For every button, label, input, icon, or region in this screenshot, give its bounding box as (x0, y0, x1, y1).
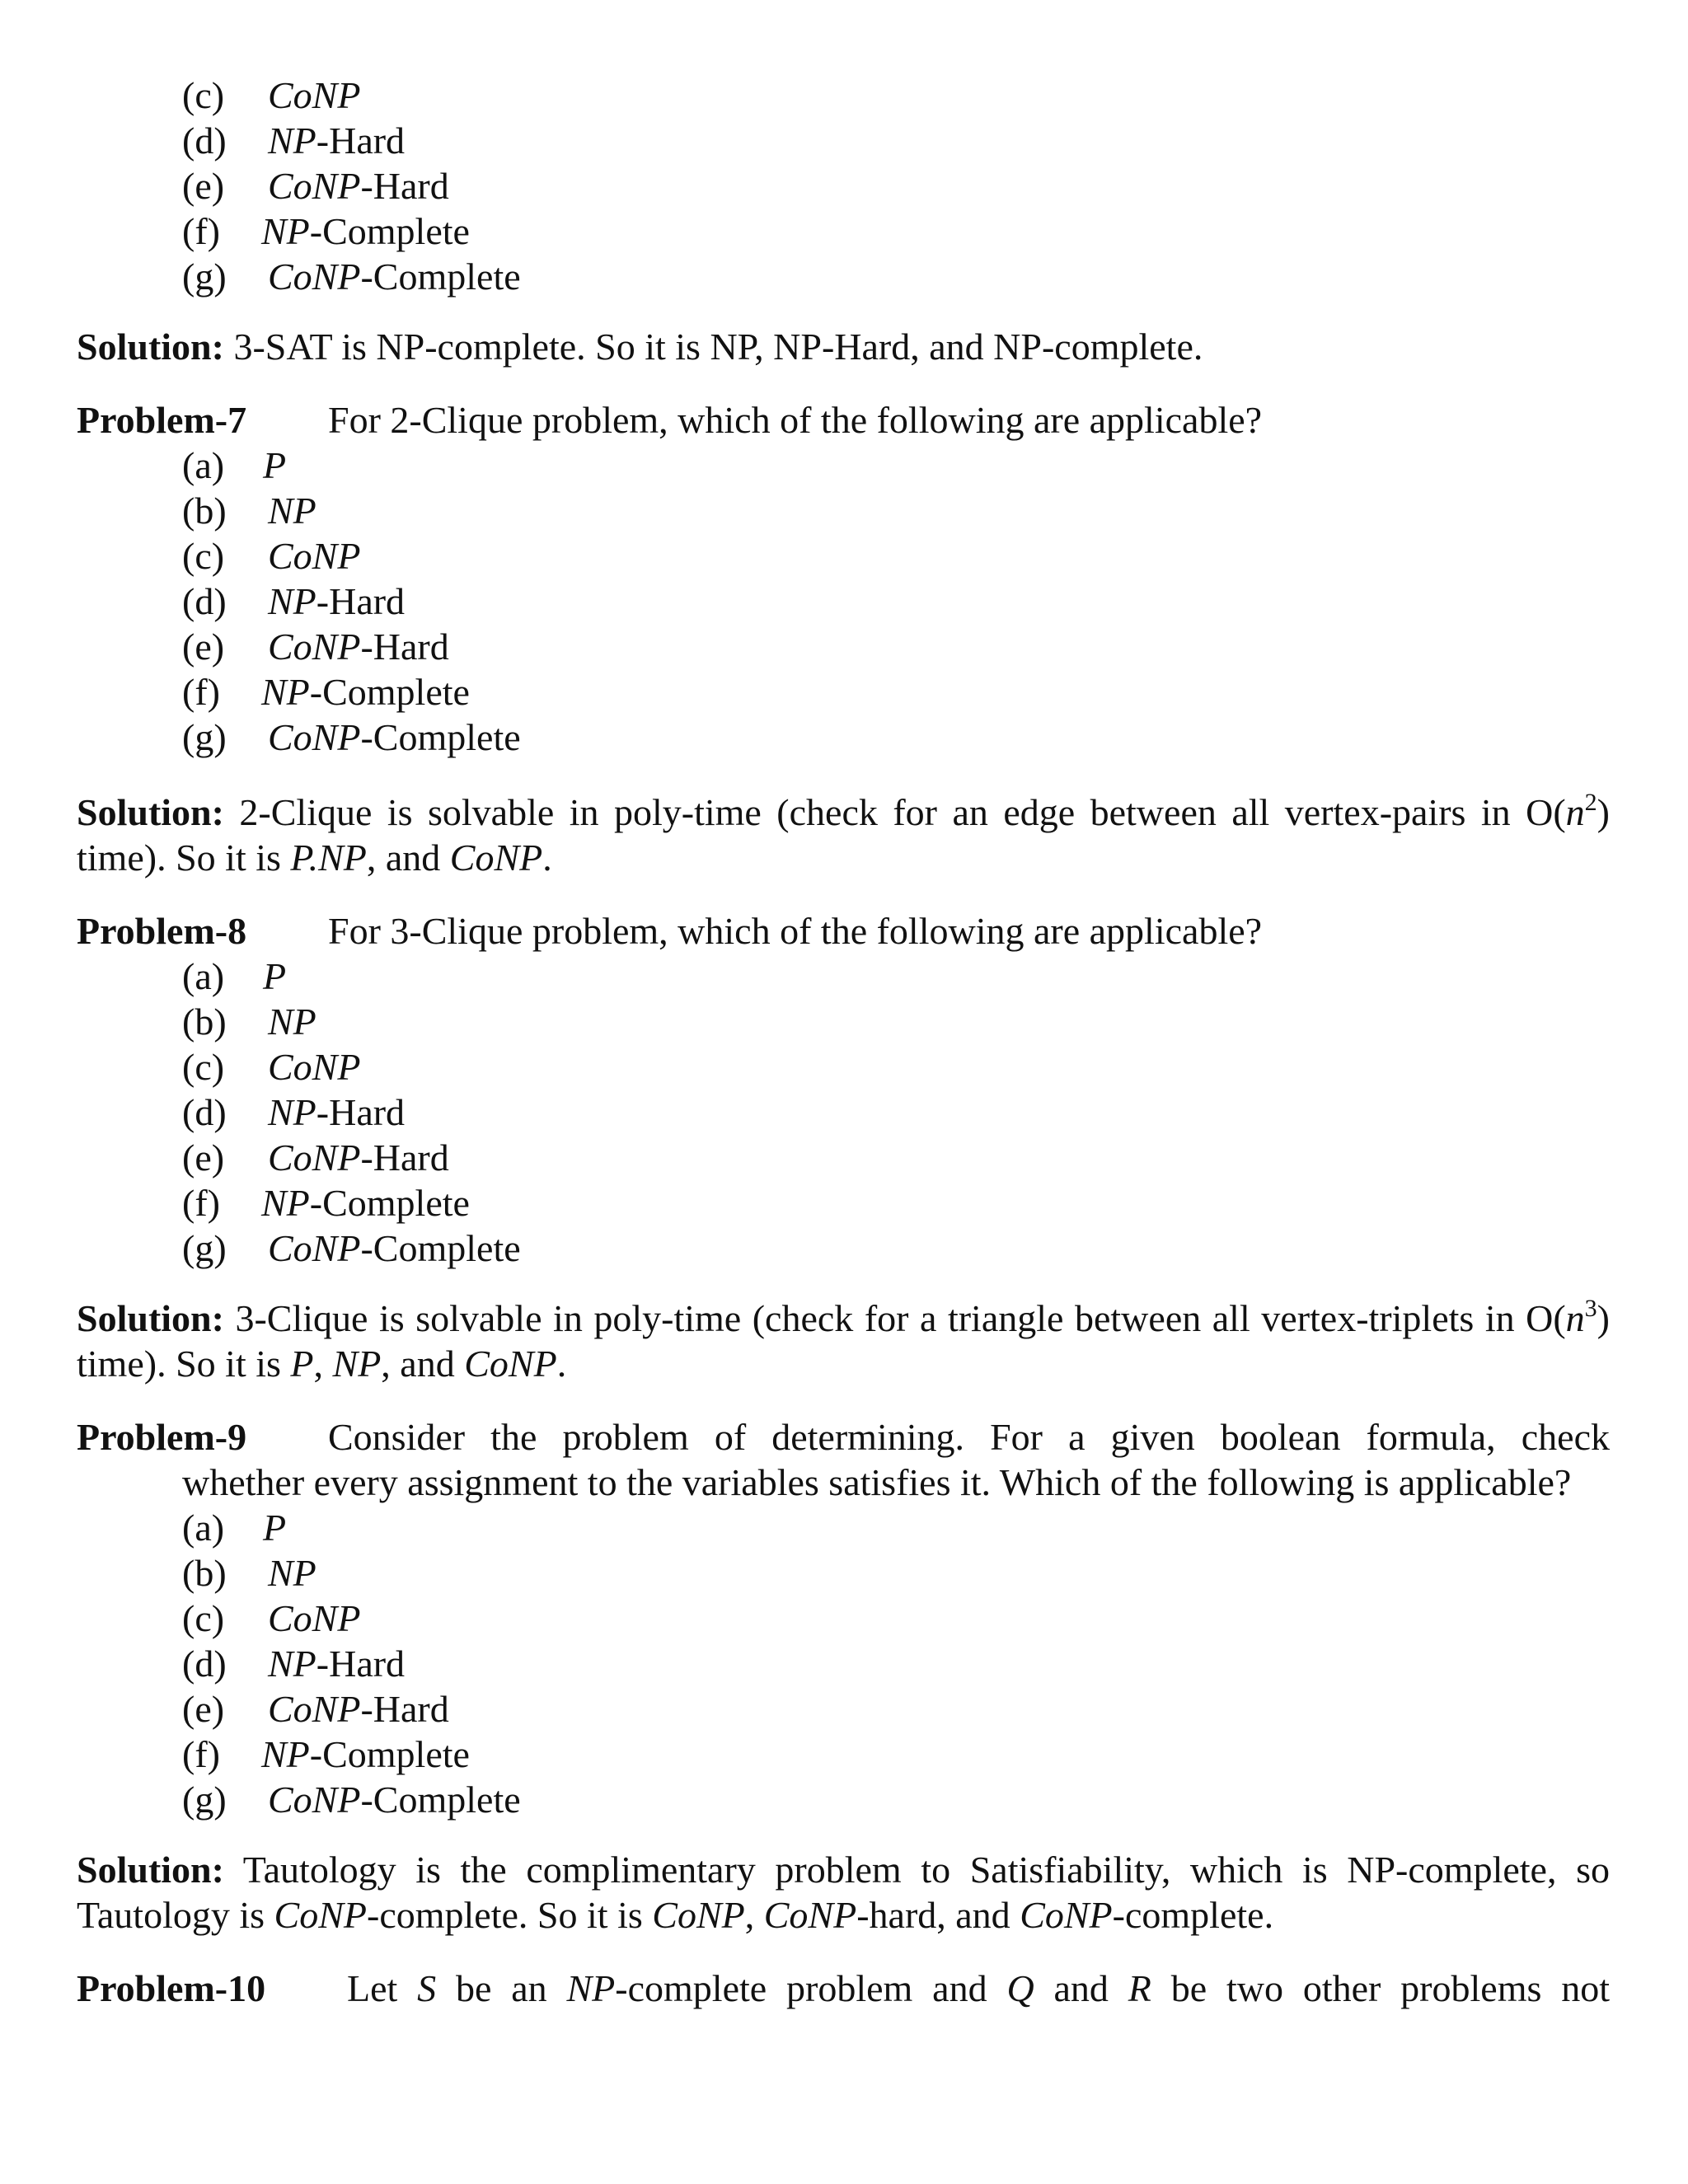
option-suffix: -Hard (360, 1137, 449, 1179)
option-class: NP (261, 1182, 310, 1224)
option-item (182, 209, 1610, 254)
option-item (182, 1641, 1610, 1686)
option-suffix: -Hard (360, 1688, 449, 1730)
option-label: (c) (182, 74, 225, 116)
problem-question: For 2-Clique problem, which of the following are applicable? (328, 399, 1263, 441)
problem-label: Problem-10 (77, 1967, 266, 2009)
option-class: NP (268, 490, 316, 532)
problem-heading (77, 1414, 1610, 1460)
option-suffix: -Complete (360, 1227, 521, 1269)
problem-question-continued: whether every assignment to the variables satisfies it. Which of the following is applicable? (182, 1461, 1572, 1503)
option-label: (d) (182, 580, 227, 622)
option-label: (f) (182, 210, 220, 252)
option-list-problem-7 (182, 443, 1610, 760)
option-class: CoNP (268, 1227, 361, 1269)
option-item (182, 488, 1610, 533)
option-class: CoNP (268, 1597, 361, 1639)
solution-label: Solution: (77, 326, 224, 368)
option-item (182, 1596, 1610, 1641)
option-class: NP (261, 1733, 310, 1775)
option-label: (b) (182, 1001, 227, 1043)
option-class: NP (268, 1552, 316, 1594)
option-label: (a) (182, 955, 225, 997)
option-class: NP (268, 120, 316, 162)
option-list-problem-8 (182, 954, 1610, 1271)
option-class: P (263, 955, 287, 997)
solution-problem-7: Solution: 2-Clique is solvable in poly-time (check for an edge between all vertex-pairs in $O(n^2)$ time). So it is P.NP, and CoNP. (77, 789, 1610, 879)
option-label: (f) (182, 671, 220, 713)
option-class: CoNP (268, 1046, 361, 1088)
solution-text: 3-SAT is NP-complete. So it is NP, NP-Hard, and NP-complete. (223, 326, 1203, 368)
option-label: (g) (182, 1779, 227, 1821)
option-class: CoNP (268, 716, 361, 758)
option-item (182, 254, 1610, 299)
option-item (182, 163, 1610, 209)
option-item (182, 1550, 1610, 1596)
option-label: (b) (182, 1552, 227, 1594)
problem-question: Consider the problem of determining. For a given boolean formula, check (328, 1416, 1610, 1458)
option-class: NP (261, 671, 310, 713)
option-item (182, 1180, 1610, 1226)
problem-label: Problem-9 (77, 1416, 247, 1458)
option-class: NP (261, 210, 310, 252)
exponent: 2 (1584, 789, 1597, 816)
problem-label: Problem-8 (77, 910, 247, 952)
option-label: (g) (182, 1227, 227, 1269)
option-label: (d) (182, 120, 227, 162)
solution-problem-6 (77, 324, 1610, 369)
option-class: CoNP (268, 74, 361, 116)
option-suffix: -Hard (316, 1643, 406, 1685)
option-label: (e) (182, 1137, 225, 1179)
option-label: (c) (182, 1597, 225, 1639)
problem-7 (77, 397, 1610, 760)
option-list-problem-9 (182, 1505, 1610, 1822)
problem-heading: Problem-10 Let S be an NP-complete problem and Q and R be two other problems not (77, 1967, 1611, 2009)
option-label: (e) (182, 626, 225, 668)
option-class: P (263, 444, 287, 486)
option-item (182, 624, 1610, 669)
document-page (77, 73, 1610, 2011)
option-item (182, 1777, 1610, 1822)
option-label: (c) (182, 1046, 225, 1088)
option-class: P (263, 1507, 287, 1549)
option-item (182, 443, 1610, 488)
option-item (182, 1686, 1610, 1732)
option-item (182, 1226, 1610, 1271)
problem-label: Problem-7 (77, 399, 247, 441)
option-class: NP (268, 1643, 316, 1685)
option-item (182, 954, 1610, 999)
option-item (182, 118, 1610, 163)
option-label: (d) (182, 1643, 227, 1685)
option-class: CoNP (268, 1688, 361, 1730)
option-class: CoNP (268, 255, 361, 298)
problem-heading (77, 908, 1610, 954)
option-label: (b) (182, 490, 227, 532)
option-item (182, 715, 1610, 760)
option-suffix: -Hard (316, 1091, 406, 1133)
option-suffix: -Complete (309, 210, 470, 252)
option-list-problem-6 (182, 73, 1610, 299)
option-item (182, 1090, 1610, 1135)
option-label: (g) (182, 255, 227, 298)
option-class: NP (268, 1001, 316, 1043)
solution-label: Solution: (77, 791, 224, 833)
option-suffix: -Complete (360, 716, 521, 758)
option-suffix: -Complete (309, 671, 470, 713)
option-item (182, 579, 1610, 624)
option-class: CoNP (268, 626, 361, 668)
option-label: (d) (182, 1091, 227, 1133)
solution-label: Solution: (77, 1849, 224, 1891)
option-suffix: -Hard (360, 626, 449, 668)
option-class: NP (268, 1091, 316, 1133)
option-suffix: -Complete (360, 255, 521, 298)
option-item (182, 1732, 1610, 1777)
problem-question: For 3-Clique problem, which of the following are applicable? (328, 910, 1263, 952)
problem-10 (77, 1966, 1610, 2011)
option-item (182, 999, 1610, 1044)
option-label: (c) (182, 535, 225, 577)
solution-label: Solution: (77, 1297, 224, 1339)
problem-heading (77, 397, 1610, 443)
option-class: CoNP (268, 1779, 361, 1821)
problem-8 (77, 908, 1610, 1271)
option-label: (a) (182, 444, 225, 486)
option-item (182, 1044, 1610, 1090)
solution-problem-8: Solution: 3-Clique is solvable in poly-time (check for a triangle between all vertex-triplets in $O(n^3)$ time). So it is P, NP, and CoNP. (77, 1295, 1610, 1385)
option-class: NP (268, 580, 316, 622)
option-class: CoNP (268, 535, 361, 577)
option-suffix: -Hard (316, 580, 406, 622)
option-label: (f) (182, 1182, 220, 1224)
option-item (182, 533, 1610, 579)
option-suffix: -Hard (360, 165, 449, 207)
option-item (182, 669, 1610, 715)
option-label: (f) (182, 1733, 220, 1775)
exponent: 3 (1584, 1295, 1597, 1322)
option-label: (a) (182, 1507, 225, 1549)
option-suffix: -Complete (309, 1733, 470, 1775)
option-item (182, 1505, 1610, 1550)
problem-9 (77, 1414, 1610, 1822)
option-class: CoNP (268, 165, 361, 207)
option-item (182, 1135, 1610, 1180)
option-suffix: -Complete (309, 1182, 470, 1224)
option-suffix: -Complete (360, 1779, 521, 1821)
option-label: (g) (182, 716, 227, 758)
option-suffix: -Hard (316, 120, 406, 162)
option-item (182, 73, 1610, 118)
option-label: (e) (182, 165, 225, 207)
option-class: CoNP (268, 1137, 361, 1179)
solution-problem-9: Solution: Tautology is the complimentary problem to Satisfiability, which is NP-complete, so Tautology is CoNP-complete. So it is CoNP, CoNP-hard, and CoNP-complete. (77, 1849, 1610, 1936)
option-label: (e) (182, 1688, 225, 1730)
